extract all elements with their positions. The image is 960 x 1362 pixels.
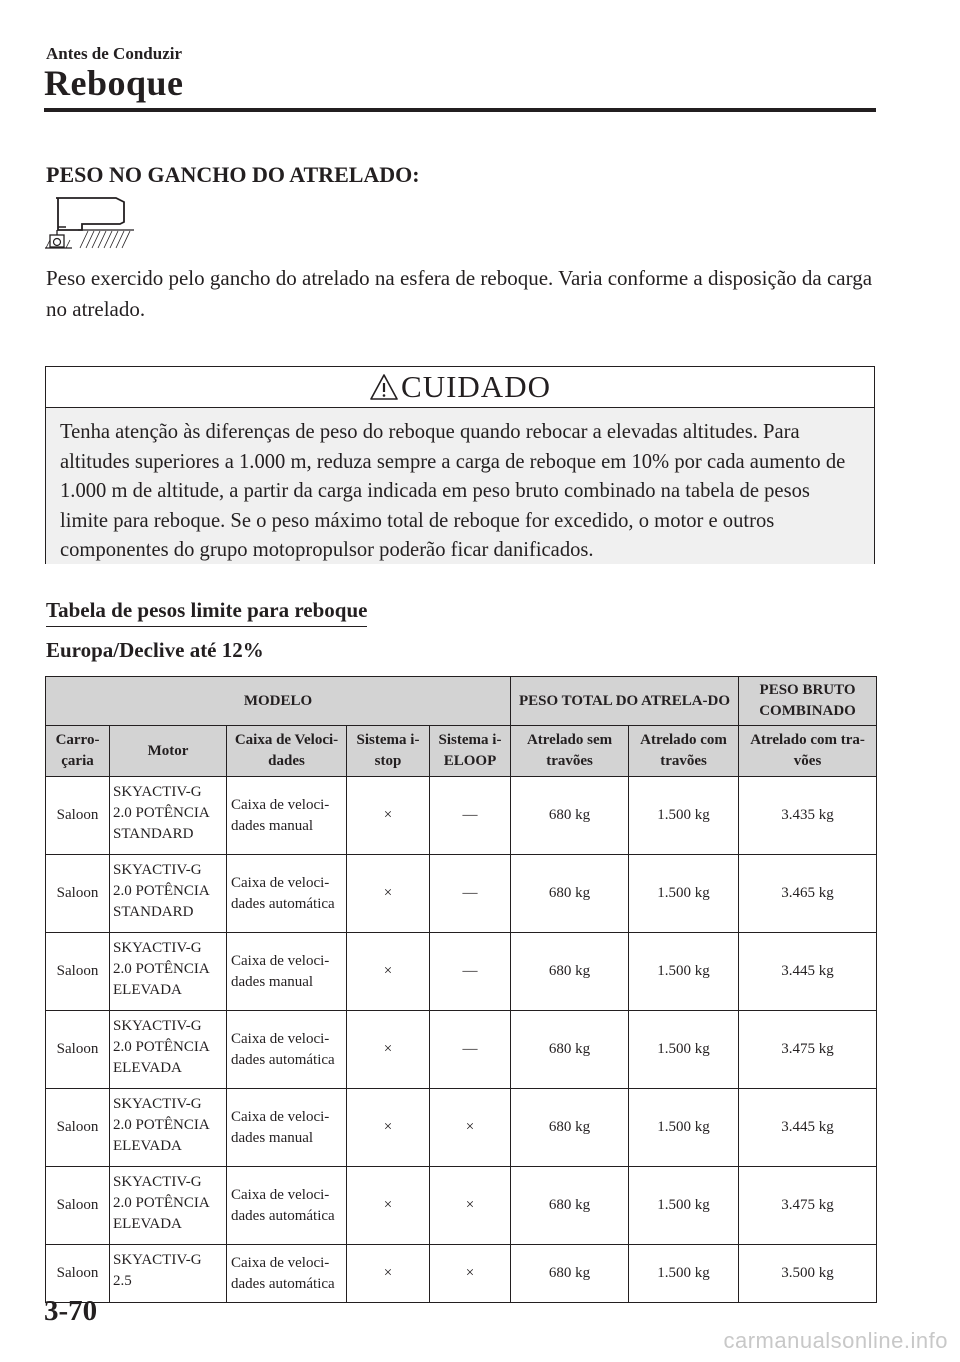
cell-ieloop: — — [430, 777, 511, 855]
cell-motor: SKYACTIV-G 2.0 POTÊNCIA ELEVADA — [110, 1167, 227, 1245]
cell-braked: 1.500 kg — [629, 1167, 739, 1245]
col-header-motor: Motor — [110, 726, 227, 777]
towing-weight-table — [45, 676, 877, 1303]
cell-ieloop: — — [430, 855, 511, 933]
trailer-hitch-weight-icon — [44, 194, 140, 254]
cell-unbraked: 680 kg — [511, 1089, 629, 1167]
cell-motor: SKYACTIV-G 2.0 POTÊNCIA ELEVADA — [110, 1011, 227, 1089]
chapter-title: Antes de Conduzir — [46, 44, 183, 63]
cell-body: Saloon — [46, 933, 110, 1011]
cell-body: Saloon — [46, 855, 110, 933]
cell-gearbox: Caixa de veloci- dades manual — [227, 933, 347, 1011]
cell-istop: × — [347, 1245, 430, 1303]
cell-braked: 1.500 kg — [629, 1089, 739, 1167]
col-header-sem-travoes: Atrelado sem travões — [511, 726, 629, 777]
cell-ieloop: × — [430, 1089, 511, 1167]
col-header-caixa: Caixa de Veloci-dades — [227, 726, 347, 777]
header-peso-bruto: PESO BRUTO COMBINADO — [739, 677, 877, 726]
cell-gearbox: Caixa de veloci- dades automática — [227, 1245, 347, 1303]
caution-title: CUIDADO — [401, 369, 551, 404]
table-title: Tabela de pesos limite para reboque — [46, 598, 367, 627]
warning-triangle-icon — [369, 373, 399, 401]
col-header-com-travoes: Atrelado com travões — [629, 726, 739, 777]
cell-gearbox: Caixa de veloci- dades automática — [227, 855, 347, 933]
cell-gross: 3.465 kg — [739, 855, 877, 933]
cell-gearbox: Caixa de veloci- dades automática — [227, 1011, 347, 1089]
cell-unbraked: 680 kg — [511, 1245, 629, 1303]
table-row — [46, 1167, 877, 1245]
cell-gross: 3.500 kg — [739, 1245, 877, 1303]
hitch-weight-description: Peso exercido pelo gancho do atrelado na esfera de reboque. Varia conforme a disposição da carga no atrelado. — [46, 266, 873, 321]
cell-unbraked: 680 kg — [511, 933, 629, 1011]
table-row — [46, 933, 877, 1011]
header-modelo: MODELO — [46, 677, 511, 726]
cell-gearbox: Caixa de veloci- dades automática — [227, 1167, 347, 1245]
cell-braked: 1.500 kg — [629, 1011, 739, 1089]
table-row — [46, 1089, 877, 1167]
cell-motor: SKYACTIV-G 2.0 POTÊNCIA STANDARD — [110, 777, 227, 855]
table-row — [46, 1011, 877, 1089]
subheading: PESO NO GANCHO DO ATRELADO: — [46, 162, 420, 187]
cell-ieloop: × — [430, 1167, 511, 1245]
cell-istop: × — [347, 855, 430, 933]
section-title: Reboque — [44, 63, 184, 103]
cell-body: Saloon — [46, 1011, 110, 1089]
col-header-istop: Sistema i-stop — [347, 726, 430, 777]
col-header-carroceria: Carro-çaria — [46, 726, 110, 777]
cell-istop: × — [347, 1167, 430, 1245]
cell-motor: SKYACTIV-G 2.0 POTÊNCIA ELEVADA — [110, 1089, 227, 1167]
cell-ieloop: — — [430, 1011, 511, 1089]
cell-unbraked: 680 kg — [511, 855, 629, 933]
caution-box — [45, 366, 875, 564]
cell-motor: SKYACTIV-G 2.5 — [110, 1245, 227, 1303]
cell-ieloop: — — [430, 933, 511, 1011]
cell-istop: × — [347, 1089, 430, 1167]
col-header-bruto-com-travoes: Atrelado com tra-vões — [739, 726, 877, 777]
cell-braked: 1.500 kg — [629, 933, 739, 1011]
cell-istop: × — [347, 1011, 430, 1089]
cell-gross: 3.435 kg — [739, 777, 877, 855]
cell-motor: SKYACTIV-G 2.0 POTÊNCIA ELEVADA — [110, 933, 227, 1011]
cell-body: Saloon — [46, 1089, 110, 1167]
cell-body: Saloon — [46, 1167, 110, 1245]
cell-braked: 1.500 kg — [629, 777, 739, 855]
cell-gross: 3.475 kg — [739, 1011, 877, 1089]
cell-gearbox: Caixa de veloci- dades manual — [227, 777, 347, 855]
cell-istop: × — [347, 777, 430, 855]
cell-ieloop: × — [430, 1245, 511, 1303]
table-row — [46, 777, 877, 855]
cell-istop: × — [347, 933, 430, 1011]
cell-unbraked: 680 kg — [511, 1167, 629, 1245]
cell-gross: 3.445 kg — [739, 933, 877, 1011]
table-region: Europa/Declive até 12% — [46, 638, 264, 662]
watermark: carmanualsonline.info — [723, 1328, 948, 1353]
cell-braked: 1.500 kg — [629, 855, 739, 933]
caution-text: Tenha atenção às diferenças de peso do reboque quando rebocar a elevadas altitudes. Para altitudes superiores a 1.000 m, reduza sempre a carga de reboque em 10% por cada aumento de 1.000 m de altitude, a partir da carga indicada em peso bruto combinado na tabela de pesos limite para reboque. Se o peso máximo total de reboque for excedido, o motor e outros componentes do grupo motopropulsor poderão ficar danificados. — [46, 408, 874, 564]
cell-gross: 3.445 kg — [739, 1089, 877, 1167]
col-header-ieloop: Sistema i-ELOOP — [430, 726, 511, 777]
cell-motor: SKYACTIV-G 2.0 POTÊNCIA STANDARD — [110, 855, 227, 933]
cell-unbraked: 680 kg — [511, 777, 629, 855]
cell-unbraked: 680 kg — [511, 1011, 629, 1089]
cell-braked: 1.500 kg — [629, 1245, 739, 1303]
table-row — [46, 855, 877, 933]
table-row — [46, 1245, 877, 1303]
cell-gross: 3.475 kg — [739, 1167, 877, 1245]
cell-body: Saloon — [46, 1245, 110, 1303]
cell-body: Saloon — [46, 777, 110, 855]
page-number: 3-70 — [44, 1295, 98, 1327]
header-peso-total: PESO TOTAL DO ATRELA-DO — [511, 677, 739, 726]
cell-gearbox: Caixa de veloci- dades manual — [227, 1089, 347, 1167]
caution-header — [46, 367, 874, 408]
header-divider — [44, 108, 876, 112]
